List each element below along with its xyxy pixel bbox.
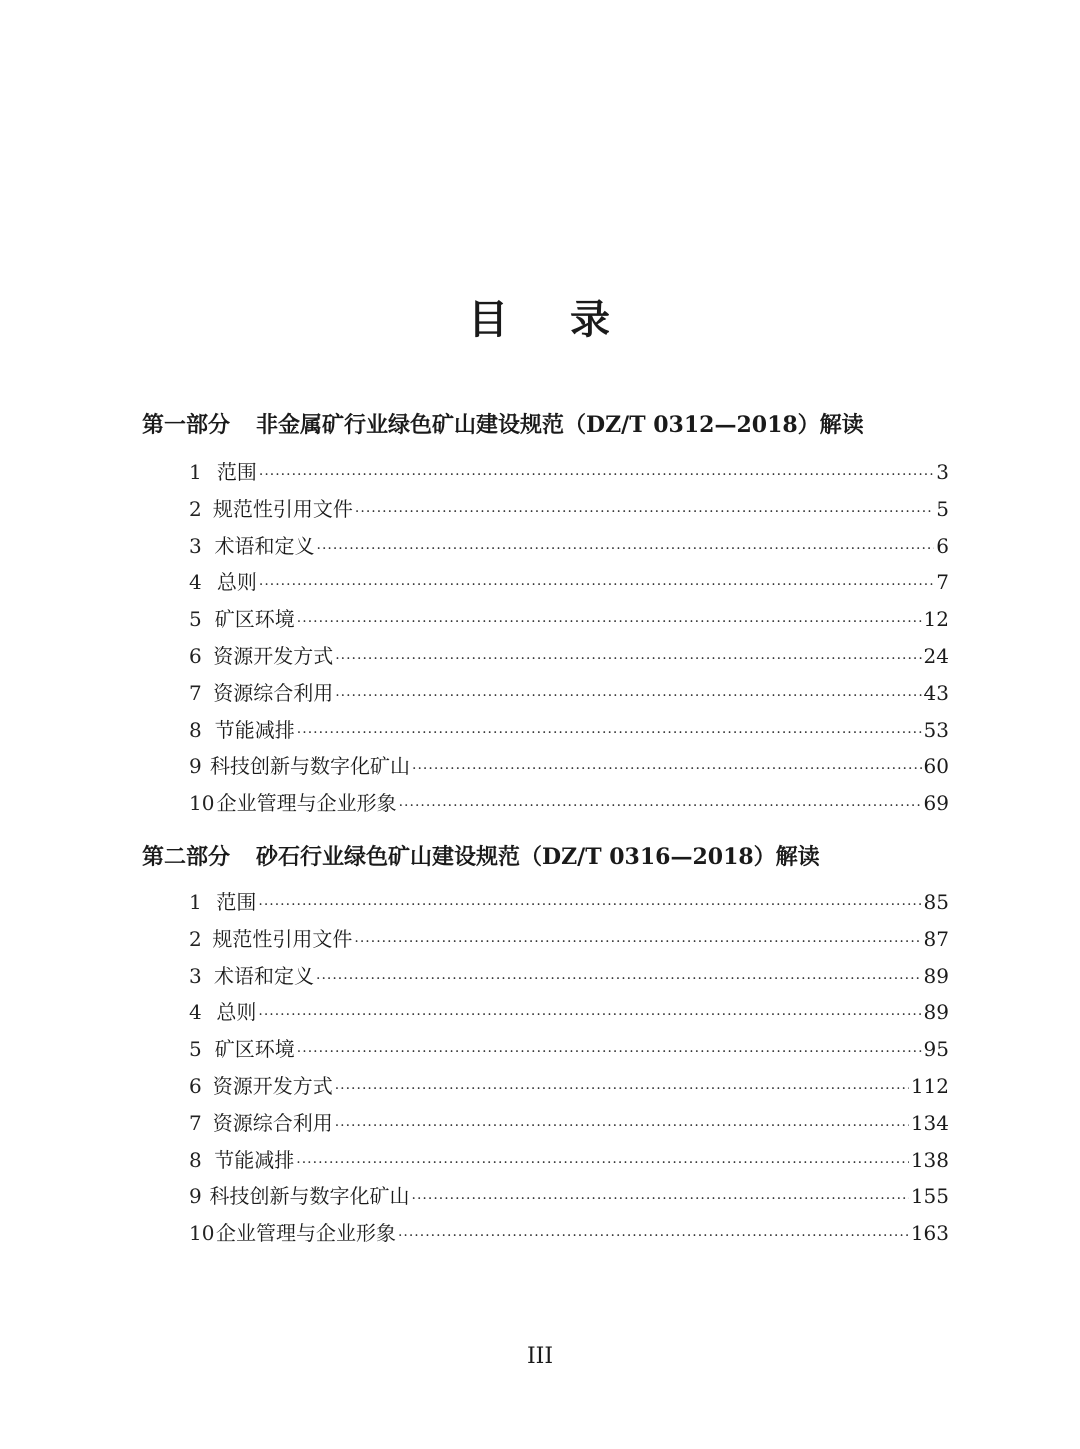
- toc-entry[interactable]: [189, 601, 949, 638]
- entry-number: 7: [189, 680, 202, 705]
- page-number: III: [526, 1344, 554, 1369]
- entry-page: 7: [936, 570, 949, 595]
- entry-number: 5: [189, 607, 202, 632]
- title-char-1: 目: [468, 297, 510, 343]
- part-1-heading: [142, 408, 942, 439]
- toc-entry[interactable]: [189, 921, 949, 958]
- leader-dots: [398, 1218, 909, 1255]
- entry-page: 138: [910, 1147, 949, 1172]
- toc-entry[interactable]: [189, 1178, 949, 1215]
- entry-title: 矿区环境: [214, 1037, 295, 1062]
- entry-title: 术语和定义: [214, 963, 314, 988]
- entry-number: 10: [189, 791, 215, 816]
- entry-page: 89: [923, 963, 949, 988]
- leader-dots: [354, 924, 921, 961]
- entry-number: 2: [189, 496, 202, 521]
- leader-dots: [259, 457, 934, 494]
- leader-dots: [335, 1071, 909, 1108]
- leader-dots: [258, 887, 921, 924]
- entry-number: 5: [189, 1037, 202, 1062]
- toc-entry[interactable]: [189, 564, 949, 601]
- entry-page: 87: [923, 926, 949, 951]
- leader-dots: [297, 715, 922, 752]
- entry-number: 3: [189, 963, 202, 988]
- entry-number: 9: [189, 754, 202, 779]
- page-title: [0, 288, 1080, 345]
- entry-title: 资源开发方式: [212, 1073, 333, 1098]
- part-2-heading: [142, 840, 942, 871]
- part-2-label: 第二部分: [142, 844, 231, 870]
- part-1-title: 非金属矿行业绿色矿山建设规范（DZ/T 0312—2018）解读: [256, 412, 864, 438]
- entry-title: 资源开发方式: [213, 643, 334, 668]
- leader-dots: [399, 788, 922, 825]
- toc-entry[interactable]: [189, 1215, 949, 1252]
- entry-number: 1: [189, 460, 202, 484]
- entry-page: 3: [936, 460, 949, 484]
- leader-dots: [335, 641, 921, 678]
- toc-entry[interactable]: [189, 994, 949, 1031]
- entry-title: 规范性引用文件: [212, 496, 353, 521]
- entry-number: 9: [189, 1184, 202, 1209]
- entry-title: 总则: [216, 1000, 257, 1025]
- toc-entry[interactable]: [189, 748, 949, 785]
- entry-number: 4: [189, 570, 202, 595]
- entry-page: 24: [923, 643, 949, 668]
- toc-entry[interactable]: [189, 785, 949, 822]
- entry-number: 2: [189, 926, 202, 951]
- entry-page: 12: [923, 607, 949, 632]
- entry-page: 112: [910, 1073, 949, 1098]
- leader-dots: [355, 494, 934, 531]
- entry-title: 科技创新与数字化矿山: [210, 754, 411, 779]
- toc-entry[interactable]: [189, 1068, 949, 1105]
- entry-number: 8: [189, 1147, 202, 1172]
- toc-entry[interactable]: [189, 958, 949, 995]
- leader-dots: [296, 1145, 909, 1182]
- entry-title: 节能减排: [214, 717, 295, 742]
- leader-dots: [297, 1034, 922, 1071]
- toc-entry[interactable]: [189, 1031, 949, 1068]
- toc-entry[interactable]: [189, 884, 949, 921]
- part-1-toc: [189, 454, 949, 822]
- entry-page: 134: [910, 1110, 949, 1135]
- entry-page: 43: [923, 680, 949, 705]
- part-1-label: 第一部分: [142, 412, 231, 438]
- entry-page: 95: [923, 1037, 949, 1062]
- entry-number: 3: [189, 533, 202, 558]
- entry-page: 69: [923, 791, 949, 816]
- entry-title: 节能减排: [214, 1147, 295, 1172]
- toc-entry[interactable]: [189, 528, 949, 565]
- toc-entry[interactable]: [189, 454, 949, 491]
- leader-dots: [258, 997, 921, 1034]
- title-char-2: 录: [570, 297, 612, 343]
- toc-entry[interactable]: [189, 712, 949, 749]
- leader-dots: [297, 604, 922, 641]
- entry-number: 4: [189, 1000, 202, 1025]
- entry-title: 术语和定义: [214, 533, 315, 558]
- toc-entry[interactable]: [189, 638, 949, 675]
- entry-page: 5: [936, 496, 949, 521]
- entry-title: 科技创新与数字化矿山: [209, 1184, 410, 1209]
- part-2-toc: [189, 884, 949, 1252]
- entry-page: 53: [923, 717, 949, 742]
- leader-dots: [335, 678, 921, 715]
- entry-title: 企业管理与企业形象: [215, 1221, 396, 1246]
- entry-title: 企业管理与企业形象: [216, 791, 397, 816]
- leader-dots: [316, 961, 922, 998]
- part-2-title: 砂石行业绿色矿山建设规范（DZ/T 0316—2018）解读: [256, 844, 820, 870]
- entry-page: 60: [923, 754, 949, 779]
- entry-page: 85: [923, 890, 949, 914]
- entry-number: 6: [189, 1073, 202, 1098]
- entry-page: 155: [910, 1184, 949, 1209]
- toc-entry[interactable]: [189, 1105, 949, 1142]
- entry-title: 规范性引用文件: [212, 926, 353, 951]
- entry-page: 6: [936, 533, 949, 558]
- entry-number: 1: [189, 890, 202, 914]
- entry-title: 范围: [216, 890, 257, 914]
- leader-dots: [412, 1181, 909, 1218]
- leader-dots: [259, 567, 934, 604]
- leader-dots: [412, 751, 922, 788]
- toc-entry[interactable]: [189, 675, 949, 712]
- entry-title: 资源综合利用: [212, 1110, 333, 1135]
- entry-number: 10: [189, 1221, 215, 1246]
- entry-number: 7: [189, 1110, 202, 1135]
- entry-number: 6: [189, 643, 202, 668]
- entry-title: 矿区环境: [214, 607, 295, 632]
- entry-title: 总则: [216, 570, 257, 595]
- toc-entry[interactable]: [189, 1142, 949, 1179]
- leader-dots: [335, 1108, 909, 1145]
- toc-entry[interactable]: [189, 491, 949, 528]
- leader-dots: [317, 531, 935, 568]
- entry-title: 范围: [216, 460, 257, 484]
- entry-title: 资源综合利用: [213, 680, 334, 705]
- entry-number: 8: [189, 717, 202, 742]
- entry-page: 89: [923, 1000, 949, 1025]
- entry-page: 163: [910, 1221, 949, 1246]
